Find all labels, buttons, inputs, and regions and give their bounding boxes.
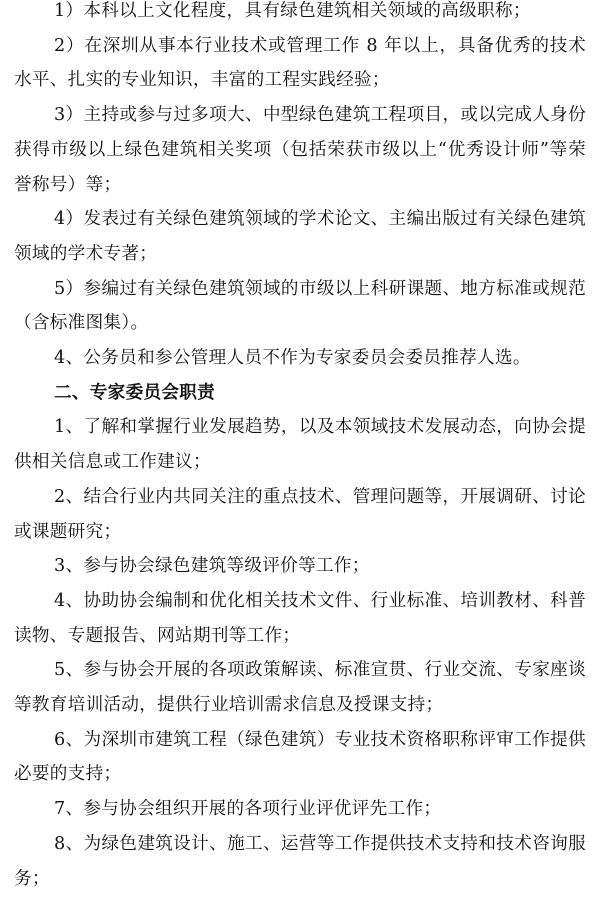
exclusion-rule: 4、公务员和参公管理人员不作为专家委员会委员推荐人选。 bbox=[54, 348, 531, 369]
duty-6: 6、为深圳市建筑工程（绿色建筑）专业技术资格职称评审工作提供必要的支持； bbox=[14, 729, 586, 785]
duty-1: 1、了解和掌握行业发展趋势，以及本领域技术发展动态，向协会提供相关信息或工作建议； bbox=[14, 417, 586, 473]
criterion-1: 1）本科以上文化程度，具有绿色建筑相关领域的高级职称； bbox=[54, 1, 531, 21]
duty-5: 5、参与协会开展的各项政策解读、标准宣贯、行业交流、专家座谈等教育培训活动，提供行业培训需求信息及授课支持； bbox=[14, 660, 586, 716]
criterion-4: 4）发表过有关绿色建筑领域的学术论文、主编出版过有关绿色建筑领域的学术专著； bbox=[14, 209, 586, 264]
criterion-3: 3）主持或参与过多项大、中型绿色建筑工程项目，或以完成人身份获得市级以上绿色建筑相关奖项（包括荣获市级以上“优秀设计师”等荣誉称号）等； bbox=[14, 105, 586, 195]
duty-2: 2、结合行业内共同关注的重点技术、管理问题等，开展调研、讨论或课题研究； bbox=[14, 486, 586, 542]
duty-4: 4、协助协会编制和优化相关技术文件、行业标准、培训教材、科普读物、专题报告、网站期刊等工作； bbox=[14, 590, 586, 646]
duty-7: 7、参与协会组织开展的各项行业评优评先工作； bbox=[54, 799, 442, 820]
section-heading: 二、专家委员会职责 bbox=[54, 381, 216, 403]
criterion-5: 5）参编过有关绿色建筑领域的市级以上科研课题、地方标准或规范（含标准图集）。 bbox=[14, 278, 586, 334]
criterion-2: 2）在深圳从事本行业技术或管理工作 8 年以上，具备优秀的技术水平、扎实的专业知识，丰富的工程实践经验； bbox=[14, 35, 586, 91]
duty-8: 8、为绿色建筑设计、施工、运营等工作提供技术支持和技术咨询服务； bbox=[14, 833, 586, 889]
duty-3: 3、参与协会绿色建筑等级评价等工作； bbox=[54, 556, 370, 577]
